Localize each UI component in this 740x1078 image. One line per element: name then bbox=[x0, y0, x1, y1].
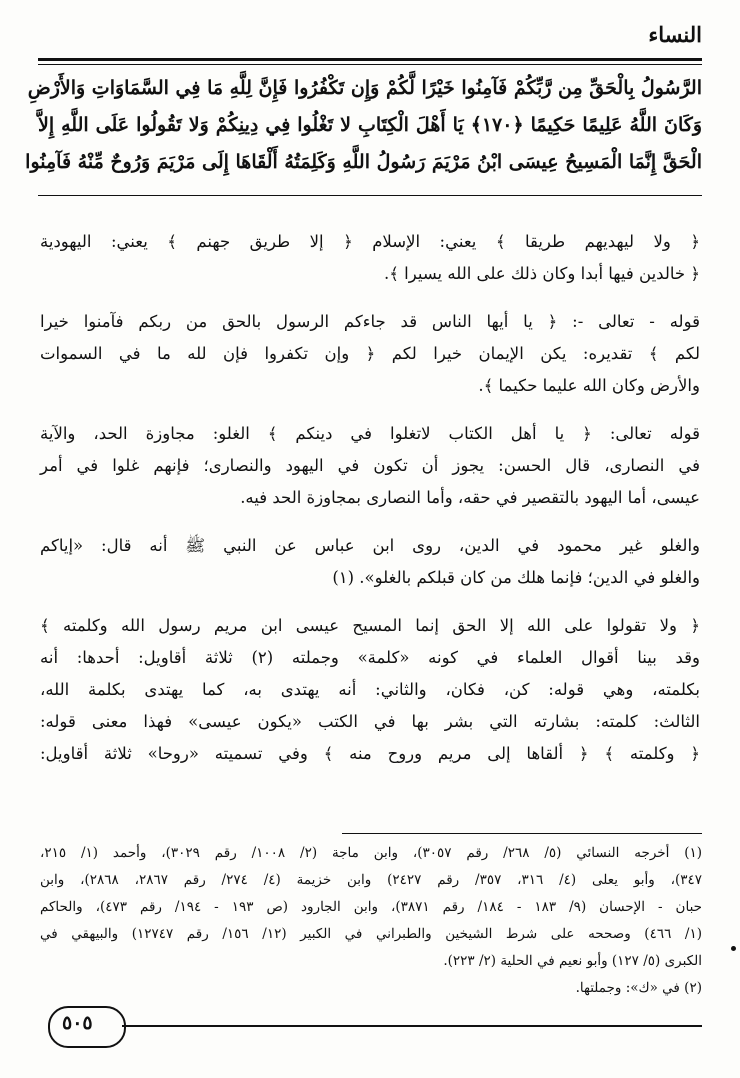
quran-line: وَكَانَ اللَّهُ عَلِيمًا حَكِيمًا ﴿١٧٠﴾ يَا أَهْلَ الْكِتَابِ لا تَغْلُوا فِي دِينِكُمْ وَلا تَقُولُوا عَلَى اللَّهِ إِلاَّ bbox=[38, 114, 702, 136]
text-line: ﴿ خالدين فيها أبدا وكان ذلك على الله يسيرا ﴾. bbox=[384, 264, 700, 283]
footnote-line: الكبرى (٥/ ١٢٧) وأبو نعيم في الحلية (٢/ ٢٢٣). bbox=[443, 953, 702, 969]
paragraph bbox=[40, 418, 700, 514]
text-line: والغلو في الدين؛ فإنما هلك من كان قبلكم بالغلو». (١) bbox=[332, 568, 700, 587]
text-line: قوله تعالى: ﴿ يا أهل الكتاب لاتغلوا في دينكم ﴾ الغلو: مجاوزة الحد، والآية bbox=[40, 424, 700, 443]
paragraph bbox=[40, 226, 700, 290]
text-line: والغلو غير محمود في الدين، روى ابن عباس عن النبي ﷺ أنه قال: «إياكم bbox=[40, 536, 700, 555]
text-line: بكلمته، وهي قوله: كن، فكان، والثاني: أنه يهتدى به، كما يهتدى بكلمة الله، bbox=[40, 680, 700, 699]
footer-divider bbox=[122, 1025, 702, 1027]
text-line: عيسى، أما اليهود بالتقصير في حقه، وأما النصارى بمجاوزة الحد فيه. bbox=[240, 488, 700, 507]
text-line: وقد بينا أقوال العلماء في كونه «كلمة» وجملته (٢) ثلاثة أقاويل: أحدها: أنه bbox=[40, 648, 701, 667]
text-line: في النصارى، قال الحسن: يجوز أن تكون في اليهود والنصارى؛ فإنهم غلوا في أمر bbox=[40, 456, 700, 475]
header-divider-thin bbox=[38, 64, 702, 65]
footnotes bbox=[40, 840, 702, 1002]
paragraph bbox=[40, 306, 700, 402]
quran-line: الرَّسُولُ بِالْحَقِّ مِن رَّبِّكُمْ فَآمِنُوا خَيْرًا لَّكُمْ وَإِن تَكْفُرُوا فَإِنَّ لِلَّهِ مَا فِي السَّمَاوَاتِ وَالأَرْضِ bbox=[27, 77, 702, 99]
quran-divider bbox=[38, 195, 702, 196]
text-line: قوله - تعالى -: ﴿ يا أيها الناس قد جاءكم الرسول بالحق من ربكم فآمنوا خيرا bbox=[40, 312, 700, 331]
surah-title: النساء bbox=[648, 22, 702, 47]
quran-text-block bbox=[25, 70, 702, 181]
footnote-line: (٢) في «ك»: وجملتها. bbox=[575, 980, 702, 996]
footnote-line: (١/ ٤٦٦) وصححه على شرط الشيخين والطبراني في الكبير (١٢/ ١٥٦/ رقم ١٢٧٤٧) والبيهقي في bbox=[40, 926, 703, 942]
commentary-body bbox=[40, 226, 700, 786]
paragraph bbox=[40, 530, 700, 594]
footnote-line: (١) أخرجه النسائي (٥/ ٢٦٨/ رقم ٣٠٥٧)، وابن ماجة (٢/ ١٠٠٨/ رقم ٣٠٢٩)، وأحمد (١/ ٢١٥، bbox=[40, 845, 703, 861]
text-line: ﴿ ولا تقولوا على الله إلا الحق إنما المسيح عيسى ابن مريم رسول الله وكلمته ﴾ bbox=[40, 616, 700, 635]
quran-line: الْحَقَّ إِنَّمَا الْمَسِيحُ عِيسَى ابْنُ مَرْيَمَ رَسُولُ اللَّهِ وَكَلِمَتُهُ أَلْقَاهَا إِلَى مَرْيَمَ وَرُوحٌ مِّنْهُ فَآمِنُوا bbox=[25, 151, 702, 173]
page-number: ٥٠٥ bbox=[62, 1012, 93, 1034]
footnote-line: ٣٤٧)، وأبو يعلى (٤/ ٣١٦، ٣٥٧/ رقم ٢٤٢٧) وابن خزيمة (٤/ ٢٧٤/ رقم ٢٨٦٧، ٢٨٦٨)، وابن bbox=[40, 872, 703, 888]
text-line: لكم ﴾ تقديره: يكن الإيمان خيرا لكم ﴿ وإن تكفروا فإن لله ما في السموات bbox=[40, 344, 700, 363]
text-line: ﴿ وكلمته ﴾ ﴿ ألقاها إلى مريم وروح منه ﴾ وفي تسميته «روحا» ثلاثة أقاويل: bbox=[40, 744, 700, 763]
footnote-line: حبان - الإحسان (٩/ ١٨٣ - ١٨٤/ رقم ٣٨٧١)، وابن الجارود (ص ١٩٣ - ١٩٤/ رقم ٤٧٣)، والحاكم bbox=[40, 899, 702, 915]
text-line: ﴿ ولا ليهديهم طريقا ﴾ يعني: الإسلام ﴿ إلا طريق جهنم ﴾ يعني: اليهودية bbox=[40, 232, 700, 251]
paragraph bbox=[40, 610, 700, 770]
margin-mark bbox=[731, 946, 736, 951]
header-divider bbox=[38, 58, 702, 61]
text-line: والأرض وكان الله عليما حكيما ﴾. bbox=[478, 376, 700, 395]
footnote-divider bbox=[342, 833, 702, 834]
page-header bbox=[38, 22, 702, 58]
text-line: الثالث: كلمته: بشارته التي بشر بها في الكتب «يكون عيسى» فهذا معنى قوله: bbox=[40, 712, 700, 731]
